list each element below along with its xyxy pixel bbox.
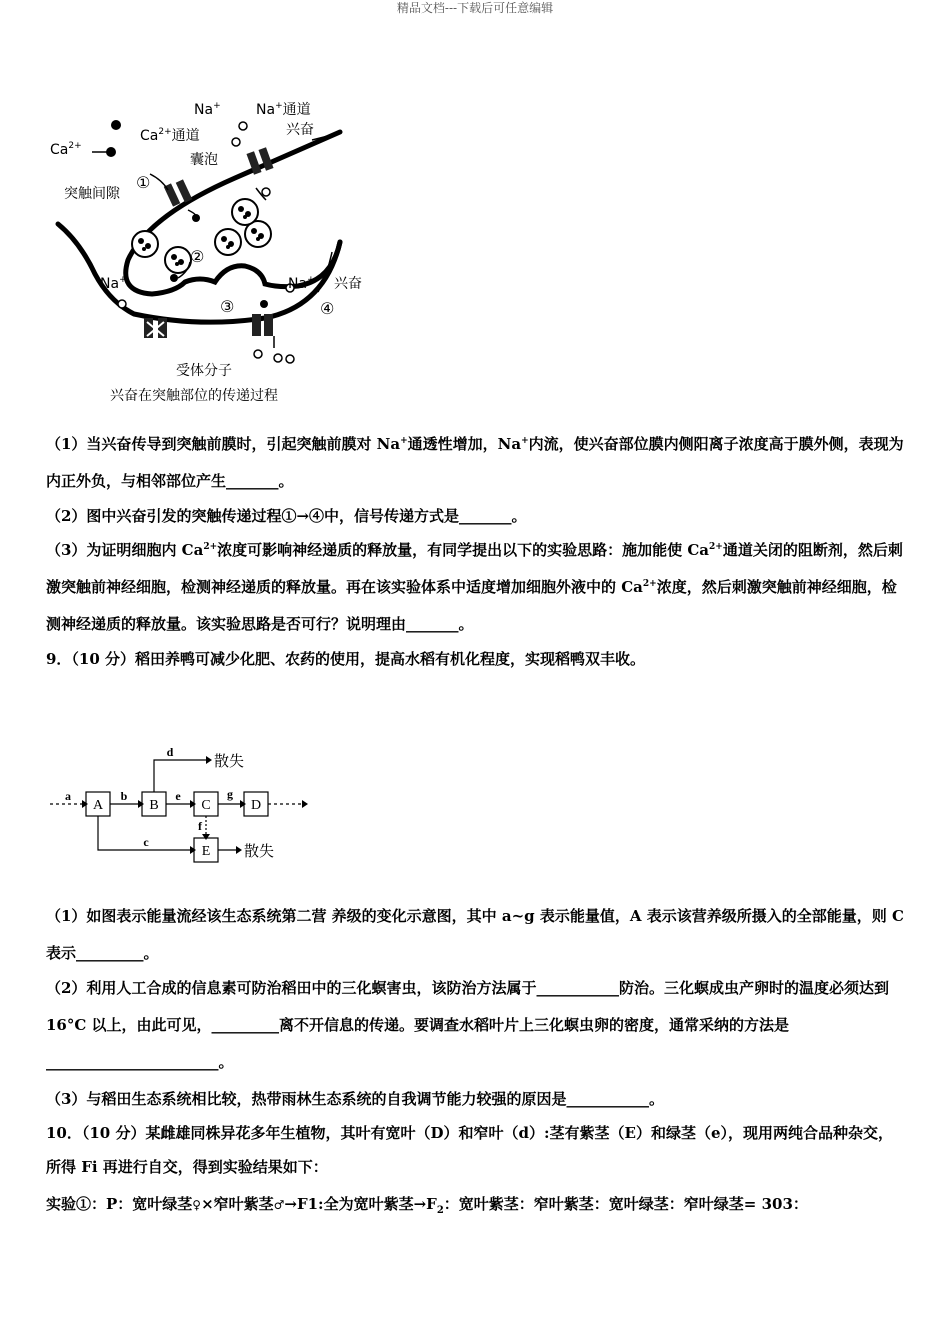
step-1-label: ① [136,173,151,192]
loss-bottom-label: 散失 [244,842,275,860]
box-A-label: A [92,798,104,813]
arrow-a-label: a [65,789,71,803]
q9-part2: （2）利用人工合成的信息素可防治稻田中的三化螟害虫，该防治方法属于___________防治。三化螟成虫产卵时的温度必须达到 16°C 以上，由此可见，_________离不开信息的传递。要调查水稻叶片上三化螟虫卵的密度，通常采纳的方法是_______________________。 [46,979,889,1071]
arrow-e-label: e [175,789,181,803]
ca-ion-label: $Ca^{2+}$ [50,141,82,158]
arrow-b-label: b [120,789,128,803]
q10-stem: 10．（10 分）某雌雄同株异花多年生植物，其叶有宽叶（D）和窄叶（d）:茎有紫茎（E）和绿茎（e），现用两纯合品种杂交，所得 Fi 再进行自交，得到实验结果如下： [46,1124,893,1176]
box-E-label: E [201,844,211,859]
na-left-label: Na+ [100,275,127,292]
q9-part1: （1）如图表示能量流经该生态系统第二营 养级的变化示意图，其中 a~g 表示能量值，A 表示该营养级所摄入的全部能量，则 C 表示_________。 [46,907,904,962]
ca-channel-label: $Ca^{2+}$通道 [140,127,200,144]
arrow-d-label: d [166,745,174,759]
page-header: 精品文档---下载后可任意编辑 [396,1,554,15]
box-D-label: D [250,798,262,813]
q8-part2: （2）图中兴奋引发的突触传递过程①→④中，信号传递方式是_______。 [46,507,527,525]
na-right-label: Na+ [288,275,315,292]
box-C-label: C [201,798,211,813]
arrow-g-label: g [227,787,233,801]
receptor-label: 受体分子 [176,363,232,379]
step-2-label: ② [190,247,205,266]
q8-part3: （3）为证明细胞内 $Ca^{2+}$浓度可影响神经递质的释放量，有同学提出以下的实验思路：施加能使 $Ca^{2+}$通道关闭的阻断剂，然后刺激突触前神经细胞，检测神经递质的释放量。再在该实验体系中适度增加细胞外液中的 $Ca^{2+}$浓度，然后刺激突触前神经细胞，检测神经递质的释放量。该实验思路是否可行？说明理由_______。 [46,541,903,633]
q10-experiment1: 实验①：P：宽叶绿茎♀×窄叶紫茎♂→F1:全为宽叶紫茎$\to F_2$：宽叶紫茎：窄叶紫茎：宽叶绿茎：窄叶绿茎= 303： [46,1195,808,1216]
arrow-c-label: c [143,835,149,849]
box-B-label: B [149,798,159,813]
na-top-label: Na+ [194,101,221,118]
synapse-diagram [40,92,400,412]
receptor-blocked [144,318,167,338]
q8-part1: （1）当兴奋传导到突触前膜时，引起突触前膜对 Na+通透性增加，Na+内流，使兴奋部位膜内侧阳离子浓度高于膜外侧，表现为内正外负，与相邻部位产生_______。 [46,435,904,490]
na-channel-label: Na+通道 [256,101,311,118]
q9-stem: 9．（10 分）稻田养鸭可减少化肥、农药的使用，提高水稻有机化程度，实现稻鸭双丰收。 [46,650,646,668]
arrow-f-label: f [198,819,202,833]
step-4-label: ④ [320,299,335,318]
energy-flow-diagram [46,740,316,870]
excite-right-label: 兴奋 [334,276,362,292]
loss-top-label: 散失 [214,752,245,770]
figure1-caption: 兴奋在突触部位的传递过程 [110,388,278,404]
q9-part3: （3）与稻田生态系统相比较，热带雨林生态系统的自我调节能力较强的原因是___________。 [46,1090,664,1108]
excite-top-label: 兴奋 [286,122,314,138]
step-3-label: ③ [220,297,235,316]
vesicle-label: 囊泡 [190,152,218,168]
synaptic-cleft-label: 突触间隙 [64,186,120,202]
